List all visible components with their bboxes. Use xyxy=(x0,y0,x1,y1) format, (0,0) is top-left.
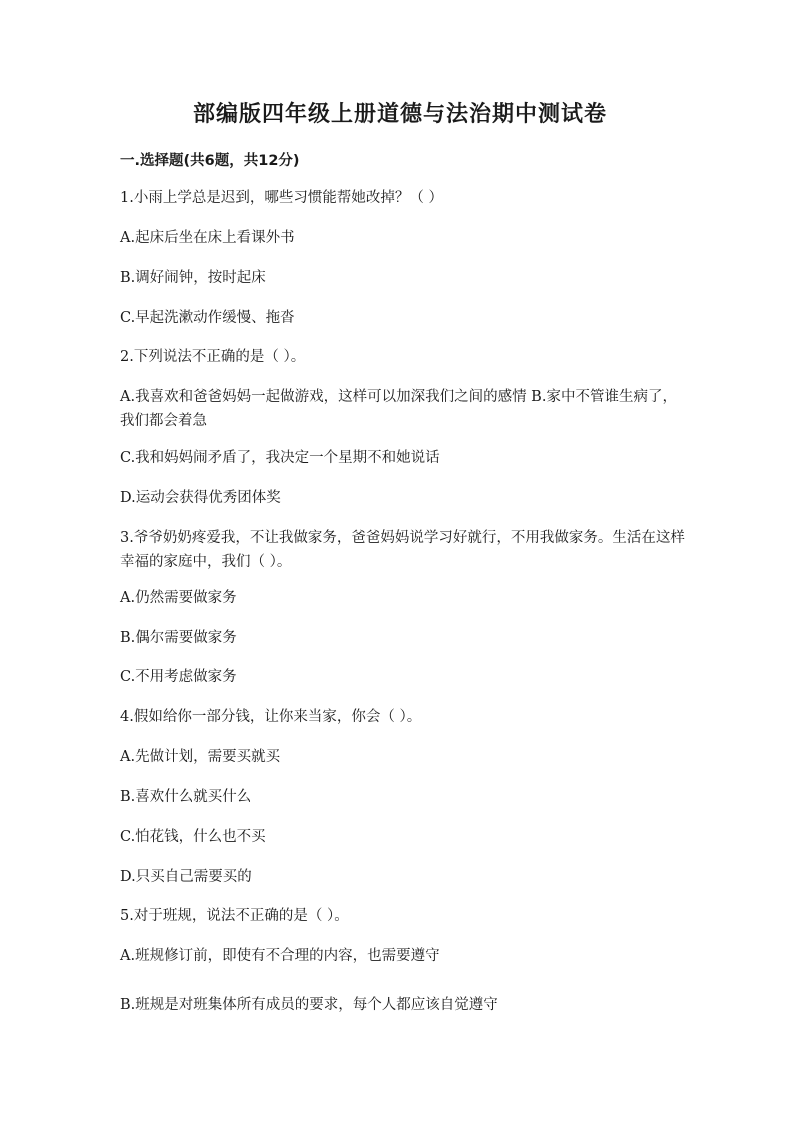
q5-option-b: B.班规是对班集体所有成员的要求，每个人都应该自觉遵守 xyxy=(120,997,498,1013)
q1-option-b: B.调好闹钟，按时起床 xyxy=(120,270,266,286)
question-3: 3.爷爷奶奶疼爱我，不让我做家务，爸爸妈妈说学习好就行，不用我做家务。生活在这样幸福的家庭中，我们（ ）。 xyxy=(120,530,685,570)
q3-option-a: A.仍然需要做家务 xyxy=(120,590,237,606)
q2-option-a-b: A.我喜欢和爸爸妈妈一起做游戏，这样可以加深我们之间的感情 B.家中不管谁生病了，我们都会着急 xyxy=(120,389,677,429)
q3-option-c: C.不用考虑做家务 xyxy=(120,669,237,685)
question-4: 4.假如给你一部分钱，让你来当家，你会（ ）。 xyxy=(120,709,422,725)
question-1: 1.小雨上学总是迟到，哪些习惯能帮她改掉？（ ） xyxy=(120,190,443,206)
q4-option-b: B.喜欢什么就买什么 xyxy=(120,789,252,805)
question-5: 5.对于班规，说法不正确的是（ ）。 xyxy=(120,908,349,924)
section-heading: 一.选择题(共6题，共12分) xyxy=(120,153,300,169)
q1-option-c: C.早起洗漱动作缓慢、拖沓 xyxy=(120,310,295,326)
question-2: 2.下列说法不正确的是（ ）。 xyxy=(120,349,306,365)
page-title: 部编版四年级上册道德与法治期中测试卷 xyxy=(192,102,607,127)
q1-option-a: A.起床后坐在床上看课外书 xyxy=(120,230,295,246)
q4-option-a: A.先做计划，需要买就买 xyxy=(120,749,281,765)
q2-option-c: C.我和妈妈闹矛盾了，我决定一个星期不和她说话 xyxy=(120,450,440,466)
q3-option-b: B.偶尔需要做家务 xyxy=(120,630,237,646)
q5-option-a: A.班规修订前，即使有不合理的内容，也需要遵守 xyxy=(120,948,440,964)
q2-option-d: D.运动会获得优秀团体奖 xyxy=(120,490,281,506)
q4-option-c: C.怕花钱，什么也不买 xyxy=(120,829,266,845)
q4-option-d: D.只买自己需要买的 xyxy=(120,869,252,885)
